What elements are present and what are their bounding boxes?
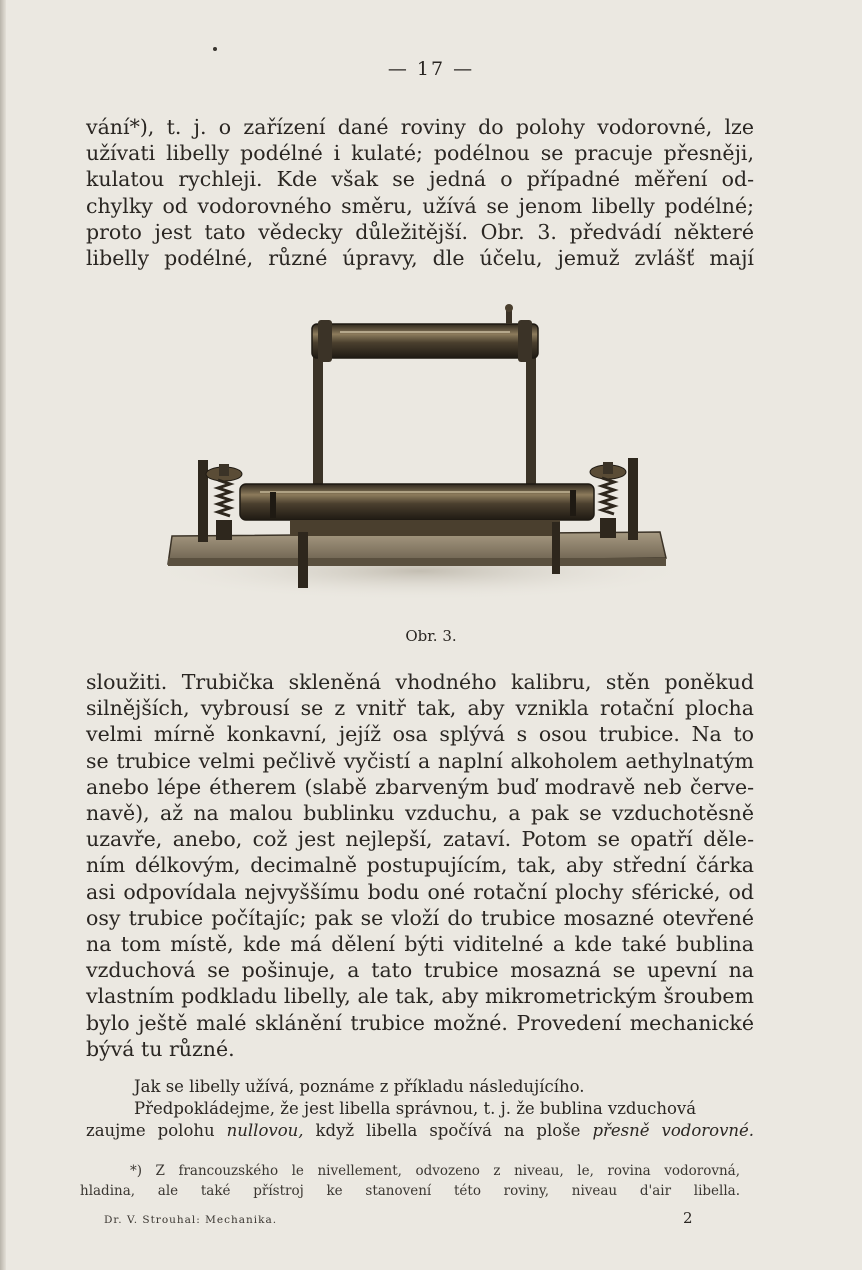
text-line: na tom místě, kde má dělení býti viditelné a kde také bublina [86, 932, 754, 957]
page-number: — 17 — [387, 58, 475, 80]
text-line: se trubice velmi pečlivě vyčistí a naplní alkoholem aethylnatým [86, 748, 754, 773]
text-line: kulatou rychleji. Kde však se jedná o případné měření od- [86, 167, 754, 192]
spirit-level-illustration [140, 296, 700, 606]
footnote-line: hladina, ale také přístroj ke stanovení této roviny, niveau d'air libella. [80, 1183, 740, 1199]
text-line: asi odpovídala nejvyššímu bodu oné rotační plochy sférické, od [86, 879, 754, 904]
text-line: uzavře, anebo, což jest nejlepší, zataví. Potom se opatří děle- [86, 827, 754, 852]
text-line: libelly podélné, různé úpravy, dle účelu, jemuž zvlášť mají [86, 246, 754, 271]
emphasis-text: přesně vodorovné. [592, 1121, 755, 1140]
figure-caption: Obr. 3. [405, 627, 457, 645]
ink-speck [213, 47, 217, 51]
text-line: navě), až na malou bublinku vzduchu, a pak se vzduchotěsně [86, 801, 754, 826]
example-text: když libella spočívá na ploše [315, 1121, 581, 1140]
text-line: chylky od vodorovného směru, užívá se jenom libelly podélné; [86, 193, 754, 218]
text-line: osy trubice počítajíc; pak se vloží do trubice mosazné otevřené [86, 905, 754, 930]
printer-signature: Dr. V. Strouhal: Mechanika. [104, 1214, 278, 1226]
text-line: vzduchová se pošinuje, a tato trubice mosazná se upevní na [86, 958, 754, 983]
text-line: sloužiti. Trubička skleněná vhodného kalibru, stěn poněkud [86, 670, 754, 694]
text-line: ním délkovým, decimalně postupujícím, tak, aby střední čárka [86, 853, 754, 878]
footnote-line: *) Z francouzského le nivellement, odvozeno z niveau, le, rovina vodorovná, [130, 1163, 740, 1179]
example-line [86, 1120, 754, 1142]
sheet-number: 2 [683, 1209, 693, 1227]
top-paragraph [86, 114, 754, 271]
emphasis-text: nullovou, [226, 1121, 304, 1140]
text-line: silnějších, vybrousí se z vnitř tak, aby vznikla rotační plocha [86, 696, 754, 721]
text-line: bylo ještě malé sklánění trubice možné. Provedení mechanické [86, 1010, 754, 1035]
text-line: vání*), t. j. o zařízení dané roviny do polohy vodorovné, lze [86, 115, 754, 139]
text-line: proto jest tato vědecky důležitější. Obr. 3. předvádí některé [86, 219, 754, 244]
footnote [80, 1161, 740, 1201]
main-paragraph [86, 669, 754, 1062]
example-line: Jak se libelly užívá, poznáme z příkladu následujícího. [134, 1077, 585, 1096]
example-paragraph [86, 1076, 754, 1142]
example-text: zaujme polohu [86, 1121, 215, 1140]
text-line: velmi mírně konkavní, jejíž osa splývá s osou trubice. Na to [86, 722, 754, 747]
text-line: užívati libelly podélné i kulaté; podélnou se pracuje přesněji, [86, 141, 754, 166]
text-line: bývá tu různé. [86, 1036, 235, 1061]
example-line: Předpokládejme, že jest libella správnou, t. j. že bublina vzduchová [134, 1099, 697, 1118]
text-line: vlastním podkladu libelly, ale tak, aby mikrometrickým šroubem [86, 984, 754, 1009]
spirit-level-figure [140, 296, 700, 606]
text-line: anebo lépe étherem (slabě zbarveným buď modravě neb červe- [86, 774, 754, 799]
